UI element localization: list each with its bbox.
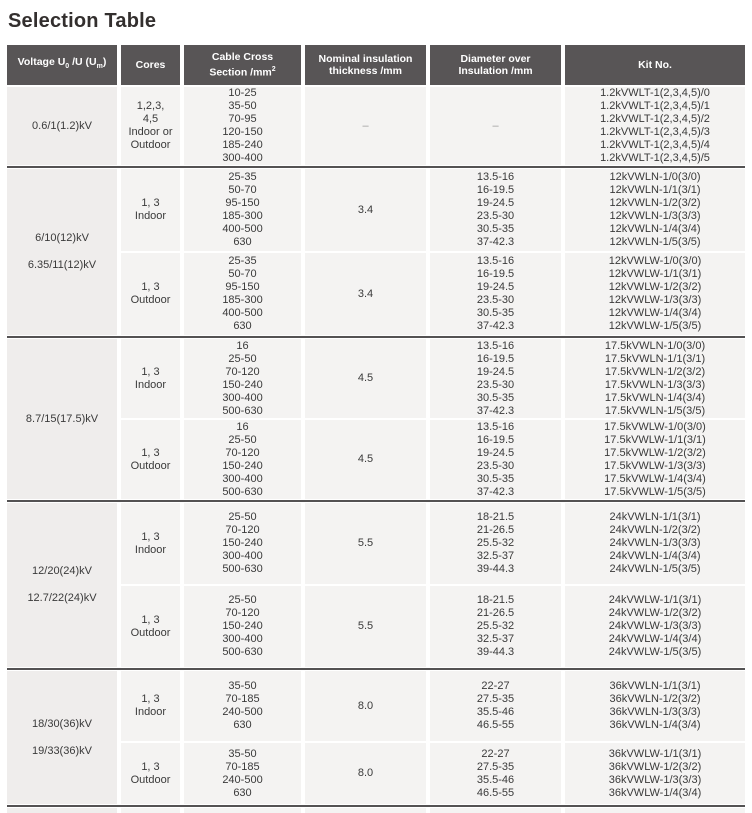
kit-number: 36kVWLW-1/4(3/4) [608,786,702,799]
kit-number: 24kVWLW-1/1(3/1) [608,594,702,606]
header-kit-label: Kit No. [638,58,672,71]
kit-number: 12kVWLN-1/3(3/3) [609,210,701,222]
diameter-value: 46.5-55 [476,719,515,731]
thickness-value: 3.4 [357,287,374,300]
section-rows [121,503,745,667]
header-cores [121,45,180,85]
table-row [121,253,745,335]
diameter-value: 16-19.5 [476,184,515,196]
voltage-line: 6/10(12)kV [35,232,89,244]
cores-cell [121,743,180,804]
cross-section-value: 70-120 [225,607,260,619]
diameter-cell [430,671,561,741]
diameter-value: 18-21.5 [476,594,515,606]
diameter-value: 37-42.3 [476,236,515,248]
section-divider [7,166,745,168]
diameter-value: 39-44.3 [476,646,515,658]
diameter-value: 30.5-35 [476,307,515,319]
diameter-value: 37-42.3 [476,320,515,332]
header-voltage-mid: /U (U [69,56,97,69]
diameter-value: 35.5-46 [476,773,515,786]
cores-line: Indoor or [128,126,173,138]
cross-section-value: 300-400 [222,472,263,485]
kit-number: 24kVWLN-1/5(3/5) [609,563,701,575]
header-cable-cross-section [184,45,301,85]
diameter-value: 13.5-16 [476,339,515,352]
diameter-cell [430,420,561,499]
kit-number: 12kVWLN-1/5(3/5) [609,236,701,248]
cross-section-value: 10-25 [228,87,257,99]
diameter-value: 30.5-35 [476,223,515,235]
cutoff-row [121,808,745,813]
cores-line: Indoor [134,210,167,222]
cross-section-value: 630 [233,236,252,248]
kit-number: 17.5kVWLW-1/0(3/0) [604,420,706,433]
kit-number: 24kVWLW-1/4(3/4) [608,633,702,645]
cores-line: Outdoor [130,294,171,306]
kit-number: 17.5kVWLN-1/0(3/0) [604,339,706,352]
cores-line: Outdoor [130,626,171,639]
selection-table [7,45,745,813]
cross-section-value: 70-120 [225,365,260,378]
voltage-line: 12.7/22(24)kV [27,592,97,604]
kit-number: 12kVWLW-1/4(3/4) [608,307,702,319]
header-voltage [7,45,117,85]
cross-section-value: 70-120 [225,524,260,536]
header-kit-no [565,45,745,85]
kit-number: 12kVWLW-1/5(3/5) [608,320,702,332]
cross-section-value: 400-500 [222,307,263,319]
diameter-value: 13.5-16 [476,420,515,433]
thickness-cell [305,420,426,499]
diameter-value: 16-19.5 [476,268,515,280]
diameter-cell [430,87,561,165]
cross-section-value: 185-300 [222,294,263,306]
cross-section-value: 16 [236,420,249,433]
diameter-cell [430,339,561,418]
cross-section-value: 70-95 [228,113,257,125]
kit-number: 1.2kVWLT-1(2,3,4,5)/5 [600,152,710,164]
cores-line: 1,2,3, [136,100,165,112]
diameter-value: 35.5-46 [476,706,515,718]
cross-section-value: 300-400 [222,633,263,645]
cross-section-value: 70-120 [225,446,260,459]
thickness-cell [305,671,426,741]
cores-cell [121,339,180,418]
table-section [7,671,745,804]
kit-number: 24kVWLW-1/3(3/3) [608,620,702,632]
kit-number: 36kVWLN-1/3(3/3) [609,706,701,718]
section-divider [7,336,745,338]
cross-section-value: 240-500 [222,773,263,786]
cross-section-value: 630 [233,719,252,731]
voltage-cell [7,503,117,667]
cross-section-cell [184,586,301,667]
cross-section-value: 300-400 [222,391,263,404]
diameter-value: 21-26.5 [476,607,515,619]
diameter-value: 19-24.5 [476,197,515,209]
thickness-value: 5.5 [357,620,374,632]
cross-section-value: 25-50 [228,594,257,606]
header-voltage-subm: m [96,63,103,71]
section-rows [121,339,745,499]
cross-section-value: 500-630 [222,646,263,658]
cores-cell [121,420,180,499]
kit-number: 24kVWLW-1/5(3/5) [608,646,702,658]
diameter-value: 22-27 [481,680,510,692]
cross-section-value: 25-35 [228,171,257,183]
cross-section-value: 25-50 [228,511,257,523]
cross-section-value: 500-630 [222,563,263,575]
thickness-cell [305,169,426,251]
header-diameter-over-insulation [430,45,561,85]
kit-number: 12kVWLN-1/0(3/0) [609,171,701,183]
cores-line: 1, 3 [141,613,160,626]
diameter-value: 23.5-30 [476,459,515,472]
cores-line: 1, 3 [141,281,160,293]
cores-cell [121,503,180,584]
diameter-value: 19-24.5 [476,365,515,378]
thickness-value: 4.5 [357,453,374,465]
diameter-value: 23.5-30 [476,210,515,222]
cross-section-value: 95-150 [225,281,260,293]
section-divider [7,805,745,807]
kit-number: 36kVWLW-1/2(3/2) [608,760,702,773]
cross-section-cell [184,87,301,165]
table-section [7,169,745,335]
cross-section-value: 25-50 [228,352,257,365]
cross-section-value: 300-400 [222,152,263,164]
kit-number: 17.5kVWLN-1/3(3/3) [604,378,706,391]
cores-line: 1, 3 [141,530,160,543]
kit-number: 36kVWLW-1/3(3/3) [608,773,702,786]
header-thickness-line1: Nominal insulation [318,52,413,65]
kit-number: 36kVWLN-1/1(3/1) [609,680,701,692]
cross-section-value: 35-50 [228,747,257,760]
voltage-line: 12/20(24)kV [32,565,92,577]
kit-cell [565,420,745,499]
cores-line: Indoor [134,543,167,556]
cross-section-value: 50-70 [228,184,257,196]
cross-section-value: 35-50 [228,100,257,112]
header-voltage-sub0: 0 [65,63,70,71]
kit-number: 12kVWLW-1/3(3/3) [608,294,702,306]
kit-number: 12kVWLW-1/0(3/0) [608,255,702,267]
cross-section-cell [184,743,301,804]
kit-number: 17.5kVWLW-1/5(3/5) [604,485,706,498]
diameter-value: 23.5-30 [476,294,515,306]
kit-number: 17.5kVWLN-1/1(3/1) [604,352,706,365]
cutoff-cell [430,808,561,813]
kit-number: 24kVWLN-1/3(3/3) [609,537,701,549]
kit-number: 36kVWLN-1/2(3/2) [609,693,701,705]
table-body [7,87,745,813]
header-cross-line2: Section /mm [209,66,272,79]
diameter-value: 21-26.5 [476,524,515,536]
cross-section-cell [184,671,301,741]
diameter-value: 19-24.5 [476,446,515,459]
cores-line: Outdoor [130,139,171,151]
cutoff-voltage-cell [7,808,117,813]
cutoff-cell [121,808,180,813]
kit-number: 1.2kVWLT-1(2,3,4,5)/4 [600,139,710,151]
thickness-value: 4.5 [357,372,374,384]
cores-line: Indoor [134,378,167,391]
cross-section-value: 630 [233,786,252,799]
diameter-value: 27.5-35 [476,760,515,773]
thickness-cell [305,586,426,667]
cores-cell [121,253,180,335]
diameter-value: 32.5-37 [476,550,515,562]
cross-section-cell [184,420,301,499]
kit-cell [565,169,745,251]
kit-number: 36kVWLW-1/1(3/1) [608,747,702,760]
kit-cell [565,253,745,335]
cores-line: 1, 3 [141,693,160,705]
header-voltage-text: Voltage U [17,56,66,69]
table-row [121,743,745,804]
diameter-value: 32.5-37 [476,633,515,645]
table-section [7,339,745,499]
thickness-value: 8.0 [357,699,374,712]
cross-section-value: 150-240 [222,620,263,632]
cutoff-cell [184,808,301,813]
cross-section-value: 16 [236,339,249,352]
diameter-value: – [492,119,499,132]
diameter-value: 16-19.5 [476,433,515,446]
cutoff-cell [305,808,426,813]
diameter-value: 18-21.5 [476,511,515,523]
table-row [121,420,745,499]
kit-number: 12kVWLN-1/2(3/2) [609,197,701,209]
voltage-cell [7,339,117,499]
voltage-cell [7,87,117,165]
kit-number: 17.5kVWLW-1/4(3/4) [604,472,706,485]
voltage-line: 8.7/15(17.5)kV [25,412,99,425]
voltage-cell [7,169,117,335]
diameter-value: 22-27 [481,747,510,760]
cross-section-value: 150-240 [222,459,263,472]
diameter-value: 37-42.3 [476,485,515,498]
table-row [121,503,745,584]
kit-number: 1.2kVWLT-1(2,3,4,5)/1 [600,100,710,112]
table-header-row [7,45,745,85]
kit-number: 12kVWLW-1/2(3/2) [608,281,702,293]
kit-number: 12kVWLW-1/1(3/1) [608,268,702,280]
cores-cell [121,169,180,251]
diameter-value: 13.5-16 [476,171,515,183]
section-rows [121,87,745,165]
header-diameter-line1: Diameter over [460,52,531,65]
diameter-cell [430,503,561,584]
thickness-cell [305,87,426,165]
cores-line: 1, 3 [141,760,160,773]
diameter-value: 16-19.5 [476,352,515,365]
kit-cell [565,339,745,418]
diameter-value: 13.5-16 [476,255,515,267]
cross-section-value: 630 [233,320,252,332]
header-voltage-post: ) [102,56,107,69]
cross-section-cell [184,253,301,335]
cores-cell [121,586,180,667]
kit-number: 1.2kVWLT-1(2,3,4,5)/2 [600,113,710,125]
diameter-cell [430,743,561,804]
cross-section-cell [184,503,301,584]
table-cutoff-strip [7,808,745,813]
voltage-line: 0.6/1(1.2)kV [32,119,92,132]
diameter-value: 30.5-35 [476,472,515,485]
cross-section-value: 25-50 [228,433,257,446]
kit-number: 12kVWLN-1/4(3/4) [609,223,701,235]
voltage-line: 19/33(36)kV [32,744,92,757]
cross-section-cell [184,339,301,418]
cores-line: 1, 3 [141,197,160,209]
cores-cell [121,87,180,165]
cores-line: 1, 3 [141,446,160,459]
cutoff-cell [565,808,745,813]
voltage-line: 6.35/11(12)kV [27,259,97,271]
kit-cell [565,87,745,165]
section-rows [121,671,745,804]
kit-number: 17.5kVWLW-1/3(3/3) [604,459,706,472]
cross-section-value: 185-300 [222,210,263,222]
cores-cell [121,671,180,741]
diameter-value: 39-44.3 [476,563,515,575]
cutoff-rows [121,808,745,813]
cross-section-value: 70-185 [225,693,260,705]
cross-section-value: 240-500 [222,706,263,718]
cross-section-value: 35-50 [228,680,257,692]
cross-section-value: 95-150 [225,197,260,209]
table-section [7,87,745,165]
header-diameter-line2: Insulation /mm [458,65,533,77]
diameter-value: 27.5-35 [476,693,515,705]
kit-number: 24kVWLN-1/4(3/4) [609,550,701,562]
kit-number: 12kVWLN-1/1(3/1) [609,184,701,196]
diameter-value: 37-42.3 [476,404,515,417]
voltage-line: 18/30(36)kV [32,717,92,730]
header-cross-sup: 2 [271,65,276,73]
kit-number: 36kVWLN-1/4(3/4) [609,719,701,731]
diameter-value: 30.5-35 [476,391,515,404]
header-cores-label: Cores [135,58,166,71]
diameter-value: 19-24.5 [476,281,515,293]
cross-section-value: 50-70 [228,268,257,280]
kit-number: 17.5kVWLN-1/4(3/4) [604,391,706,404]
diameter-value: 46.5-55 [476,786,515,799]
cores-line: Indoor [134,706,167,718]
kit-number: 17.5kVWLN-1/5(3/5) [604,404,706,417]
table-row [121,586,745,667]
table-row [121,339,745,418]
diameter-cell [430,253,561,335]
voltage-cell [7,671,117,804]
cores-line: Outdoor [130,773,171,786]
kit-number: 17.5kVWLW-1/1(3/1) [604,433,706,446]
cross-section-value: 400-500 [222,223,263,235]
kit-number: 1.2kVWLT-1(2,3,4,5)/3 [600,126,710,138]
thickness-cell [305,743,426,804]
diameter-value: 25.5-32 [476,537,515,549]
cross-section-cell [184,169,301,251]
thickness-cell [305,503,426,584]
section-divider [7,500,745,502]
table-section [7,503,745,667]
cross-section-value: 150-240 [222,537,263,549]
diameter-value: 23.5-30 [476,378,515,391]
table-row [121,671,745,741]
cross-section-value: 185-240 [222,139,263,151]
kit-number: 24kVWLN-1/2(3/2) [609,524,701,536]
kit-number: 1.2kVWLT-1(2,3,4,5)/0 [600,87,710,99]
cross-section-value: 500-630 [222,404,263,417]
cores-line: 1, 3 [141,365,160,378]
diameter-value: 25.5-32 [476,620,515,632]
kit-cell [565,503,745,584]
thickness-cell [305,253,426,335]
page-title: Selection Table [8,10,157,32]
table-row [121,169,745,251]
header-insulation-thickness [305,45,426,85]
kit-number: 24kVWLW-1/2(3/2) [608,607,702,619]
kit-cell [565,671,745,741]
kit-cell [565,586,745,667]
thickness-value: 5.5 [357,537,374,549]
cross-section-value: 25-35 [228,255,257,267]
kit-number: 17.5kVWLW-1/2(3/2) [604,446,706,459]
diameter-cell [430,586,561,667]
thickness-value: 3.4 [357,203,374,216]
kit-cell [565,743,745,804]
section-rows [121,169,745,335]
thickness-cell [305,339,426,418]
cross-section-value: 120-150 [222,126,263,138]
cross-section-value: 70-185 [225,760,260,773]
kit-number: 17.5kVWLN-1/2(3/2) [604,365,706,378]
header-thickness-line2: thickness /mm [329,65,402,77]
diameter-cell [430,169,561,251]
header-cross-line1: Cable Cross [211,51,274,64]
thickness-value: 8.0 [357,767,374,779]
thickness-value: – [362,119,369,132]
table-row [121,87,745,165]
section-divider [7,668,745,670]
cores-line: Outdoor [130,459,171,472]
cross-section-value: 150-240 [222,378,263,391]
kit-number: 24kVWLN-1/1(3/1) [609,511,701,523]
cross-section-value: 300-400 [222,550,263,562]
cross-section-value: 500-630 [222,485,263,498]
cores-line: 4,5 [142,113,159,125]
